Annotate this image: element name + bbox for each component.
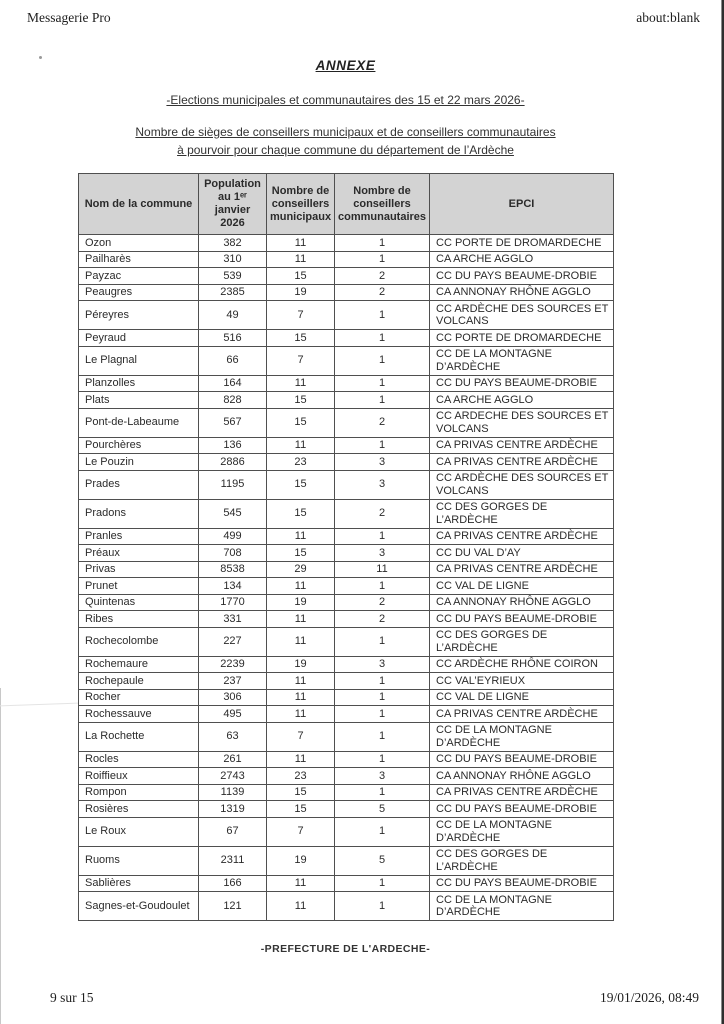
population-cell: 828 bbox=[199, 392, 267, 409]
communautaires-cell: 2 bbox=[335, 284, 430, 301]
table-row bbox=[79, 284, 614, 301]
commune-cell: La Rochette bbox=[79, 722, 199, 751]
commune-cell: Rochecolombe bbox=[79, 627, 199, 656]
population-cell: 166 bbox=[199, 875, 267, 892]
communautaires-cell: 3 bbox=[335, 768, 430, 785]
population-cell: 516 bbox=[199, 330, 267, 347]
col-header-population bbox=[199, 174, 267, 235]
epci-cell: CC DES GORGES DE L’ARDÈCHE bbox=[430, 627, 614, 656]
municipaux-cell: 11 bbox=[267, 875, 335, 892]
epci-cell: CA ARCHE AGGLO bbox=[430, 251, 614, 268]
population-cell: 134 bbox=[199, 578, 267, 595]
commune-cell: Sagnes-et-Goudoulet bbox=[79, 892, 199, 921]
population-cell: 2743 bbox=[199, 768, 267, 785]
municipaux-cell: 11 bbox=[267, 375, 335, 392]
subtitle-sieges bbox=[78, 123, 613, 159]
epci-cell: CC DES GORGES DE L’ARDÈCHE bbox=[430, 846, 614, 875]
municipaux-cell: 15 bbox=[267, 801, 335, 818]
population-cell: 306 bbox=[199, 689, 267, 706]
population-cell: 495 bbox=[199, 706, 267, 723]
population-cell: 1319 bbox=[199, 801, 267, 818]
table-row bbox=[79, 470, 614, 499]
table-row bbox=[79, 545, 614, 562]
epci-cell: CC ARDÈCHE DES SOURCES ET VOLCANS bbox=[430, 470, 614, 499]
commune-cell: Pont-de-Labeaume bbox=[79, 408, 199, 437]
table-row bbox=[79, 875, 614, 892]
communautaires-cell: 1 bbox=[335, 578, 430, 595]
municipaux-cell: 15 bbox=[267, 268, 335, 285]
epci-cell: CC VAL DE LIGNE bbox=[430, 578, 614, 595]
epci-cell: CC DU PAYS BEAUME-DROBIE bbox=[430, 751, 614, 768]
browser-print-header bbox=[0, 10, 724, 26]
epci-cell: CA PRIVAS CENTRE ARDÈCHE bbox=[430, 784, 614, 801]
scan-crease-line bbox=[0, 703, 78, 707]
communautaires-cell: 3 bbox=[335, 470, 430, 499]
commune-cell: Pourchères bbox=[79, 437, 199, 454]
col-header-commune: Nom de la commune bbox=[79, 174, 199, 235]
municipaux-cell: 11 bbox=[267, 706, 335, 723]
communautaires-cell: 1 bbox=[335, 751, 430, 768]
epci-cell: CA PRIVAS CENTRE ARDÈCHE bbox=[430, 706, 614, 723]
epci-cell: CA ANNONAY RHÔNE AGGLO bbox=[430, 768, 614, 785]
population-cell: 66 bbox=[199, 346, 267, 375]
commune-cell: Rocher bbox=[79, 689, 199, 706]
municipaux-cell: 11 bbox=[267, 611, 335, 628]
population-cell: 310 bbox=[199, 251, 267, 268]
municipaux-cell: 11 bbox=[267, 235, 335, 252]
communautaires-cell: 5 bbox=[335, 801, 430, 818]
subtitle-elections-text: -Elections municipales et communautaires des 15 et 22 mars 2026- bbox=[166, 93, 525, 107]
epci-cell: CA ANNONAY RHÔNE AGGLO bbox=[430, 594, 614, 611]
epci-cell: CC DE LA MONTAGNE D’ARDÈCHE bbox=[430, 817, 614, 846]
table-row bbox=[79, 722, 614, 751]
scan-edge-left bbox=[0, 688, 1, 1024]
commune-cell: Prunet bbox=[79, 578, 199, 595]
municipaux-cell: 19 bbox=[267, 284, 335, 301]
municipaux-cell: 11 bbox=[267, 689, 335, 706]
col-header-municipaux: Nombre de conseillers municipaux bbox=[267, 174, 335, 235]
table-row bbox=[79, 561, 614, 578]
commune-cell: Privas bbox=[79, 561, 199, 578]
communautaires-cell: 3 bbox=[335, 454, 430, 471]
table-header-row bbox=[79, 174, 614, 235]
commune-cell: Rochepaule bbox=[79, 673, 199, 690]
municipaux-cell: 11 bbox=[267, 251, 335, 268]
table-row bbox=[79, 375, 614, 392]
communautaires-cell: 1 bbox=[335, 722, 430, 751]
epci-cell: CA PRIVAS CENTRE ARDÈCHE bbox=[430, 528, 614, 545]
subtitle-sieges-line2: à pourvoir pour chaque commune du département de l’Ardèche bbox=[177, 143, 514, 157]
municipaux-cell: 15 bbox=[267, 330, 335, 347]
municipaux-cell: 23 bbox=[267, 454, 335, 471]
table-row bbox=[79, 751, 614, 768]
municipaux-cell: 11 bbox=[267, 578, 335, 595]
commune-cell: Rochessauve bbox=[79, 706, 199, 723]
municipaux-cell: 11 bbox=[267, 528, 335, 545]
communautaires-cell: 1 bbox=[335, 346, 430, 375]
epci-cell: CA PRIVAS CENTRE ARDÈCHE bbox=[430, 454, 614, 471]
table-row bbox=[79, 392, 614, 409]
table-row bbox=[79, 784, 614, 801]
print-timestamp: 19/01/2026, 08:49 bbox=[599, 990, 699, 1005]
table-row bbox=[79, 594, 614, 611]
communautaires-cell: 1 bbox=[335, 392, 430, 409]
table-row bbox=[79, 268, 614, 285]
col-header-population-line3: 2026 bbox=[220, 217, 245, 229]
communautaires-cell: 1 bbox=[335, 437, 430, 454]
commune-cell: Prades bbox=[79, 470, 199, 499]
population-cell: 567 bbox=[199, 408, 267, 437]
population-cell: 121 bbox=[199, 892, 267, 921]
municipaux-cell: 15 bbox=[267, 499, 335, 528]
table-row bbox=[79, 235, 614, 252]
epci-cell: CC VAL’EYRIEUX bbox=[430, 673, 614, 690]
commune-cell: Plats bbox=[79, 392, 199, 409]
epci-cell: CC DU PAYS BEAUME-DROBIE bbox=[430, 268, 614, 285]
commune-cell: Rochemaure bbox=[79, 656, 199, 673]
population-cell: 708 bbox=[199, 545, 267, 562]
table-row bbox=[79, 251, 614, 268]
population-cell: 545 bbox=[199, 499, 267, 528]
col-header-population-line2: au 1ᵉʳ janvier bbox=[214, 191, 251, 216]
municipaux-cell: 19 bbox=[267, 656, 335, 673]
epci-cell: CC ARDÈCHE RHÔNE COIRON bbox=[430, 656, 614, 673]
commune-cell: Péreyres bbox=[79, 301, 199, 330]
commune-cell: Ruoms bbox=[79, 846, 199, 875]
subtitle-sieges-line1: Nombre de sièges de conseillers municipaux et de conseillers communautaires bbox=[135, 125, 556, 139]
epci-cell: CC DU PAYS BEAUME-DROBIE bbox=[430, 875, 614, 892]
table-row bbox=[79, 301, 614, 330]
communautaires-cell: 1 bbox=[335, 689, 430, 706]
epci-cell: CC ARDÈCHE DES SOURCES ET VOLCANS bbox=[430, 301, 614, 330]
col-header-population-line1: Population bbox=[204, 178, 261, 190]
table-row bbox=[79, 817, 614, 846]
epci-cell: CC DES GORGES DE L’ARDÈCHE bbox=[430, 499, 614, 528]
population-cell: 539 bbox=[199, 268, 267, 285]
table-row bbox=[79, 611, 614, 628]
communautaires-cell: 1 bbox=[335, 235, 430, 252]
table-row bbox=[79, 801, 614, 818]
municipaux-cell: 7 bbox=[267, 301, 335, 330]
table-row bbox=[79, 706, 614, 723]
communautaires-cell: 5 bbox=[335, 846, 430, 875]
municipaux-cell: 11 bbox=[267, 673, 335, 690]
communautaires-cell: 2 bbox=[335, 499, 430, 528]
document-page bbox=[78, 58, 613, 955]
population-cell: 8538 bbox=[199, 561, 267, 578]
municipaux-cell: 15 bbox=[267, 784, 335, 801]
table-row bbox=[79, 846, 614, 875]
population-cell: 63 bbox=[199, 722, 267, 751]
communautaires-cell: 3 bbox=[335, 656, 430, 673]
table-row bbox=[79, 408, 614, 437]
table-row bbox=[79, 454, 614, 471]
commune-cell: Ozon bbox=[79, 235, 199, 252]
table-row bbox=[79, 627, 614, 656]
municipaux-cell: 15 bbox=[267, 545, 335, 562]
prefecture-note: -PREFECTURE DE L'ARDECHE- bbox=[260, 943, 431, 955]
population-cell: 382 bbox=[199, 235, 267, 252]
epci-cell: CC PORTE DE DROMARDECHE bbox=[430, 330, 614, 347]
epci-cell: CC PORTE DE DROMARDECHE bbox=[430, 235, 614, 252]
table-row bbox=[79, 578, 614, 595]
population-cell: 49 bbox=[199, 301, 267, 330]
commune-cell: Ribes bbox=[79, 611, 199, 628]
epci-cell: CC DU VAL D’AY bbox=[430, 545, 614, 562]
municipaux-cell: 23 bbox=[267, 768, 335, 785]
table-row bbox=[79, 499, 614, 528]
communautaires-cell: 1 bbox=[335, 784, 430, 801]
table-row bbox=[79, 437, 614, 454]
subtitle-elections bbox=[78, 91, 613, 109]
municipaux-cell: 11 bbox=[267, 751, 335, 768]
commune-cell: Rompon bbox=[79, 784, 199, 801]
epci-cell: CC ARDECHE DES SOURCES ET VOLCANS bbox=[430, 408, 614, 437]
municipaux-cell: 15 bbox=[267, 470, 335, 499]
population-cell: 67 bbox=[199, 817, 267, 846]
population-cell: 261 bbox=[199, 751, 267, 768]
municipaux-cell: 19 bbox=[267, 846, 335, 875]
communautaires-cell: 3 bbox=[335, 545, 430, 562]
epci-cell: CC DU PAYS BEAUME-DROBIE bbox=[430, 375, 614, 392]
municipaux-cell: 15 bbox=[267, 408, 335, 437]
commune-cell: Pranles bbox=[79, 528, 199, 545]
epci-cell: CA PRIVAS CENTRE ARDÈCHE bbox=[430, 437, 614, 454]
table-row bbox=[79, 892, 614, 921]
population-cell: 331 bbox=[199, 611, 267, 628]
population-cell: 136 bbox=[199, 437, 267, 454]
municipaux-cell: 11 bbox=[267, 892, 335, 921]
commune-cell: Peaugres bbox=[79, 284, 199, 301]
commune-cell: Pailharès bbox=[79, 251, 199, 268]
municipaux-cell: 11 bbox=[267, 437, 335, 454]
communautaires-cell: 1 bbox=[335, 251, 430, 268]
population-cell: 227 bbox=[199, 627, 267, 656]
municipaux-cell: 7 bbox=[267, 346, 335, 375]
epci-cell: CC DE LA MONTAGNE D’ARDÈCHE bbox=[430, 722, 614, 751]
commune-cell: Le Plagnal bbox=[79, 346, 199, 375]
commune-cell: Quintenas bbox=[79, 594, 199, 611]
communautaires-cell: 1 bbox=[335, 330, 430, 347]
communautaires-cell: 2 bbox=[335, 594, 430, 611]
municipaux-cell: 19 bbox=[267, 594, 335, 611]
browser-print-footer bbox=[0, 990, 724, 1006]
doc-title: ANNEXE bbox=[315, 58, 376, 73]
epci-cell: CC DU PAYS BEAUME-DROBIE bbox=[430, 611, 614, 628]
commune-cell: Pradons bbox=[79, 499, 199, 528]
table-row bbox=[79, 689, 614, 706]
epci-cell: CC DU PAYS BEAUME-DROBIE bbox=[430, 801, 614, 818]
epci-cell: CA ANNONAY RHÔNE AGGLO bbox=[430, 284, 614, 301]
communautaires-cell: 1 bbox=[335, 817, 430, 846]
communautaires-cell: 1 bbox=[335, 528, 430, 545]
population-cell: 499 bbox=[199, 528, 267, 545]
communautaires-cell: 2 bbox=[335, 408, 430, 437]
communautaires-cell: 1 bbox=[335, 673, 430, 690]
table-row bbox=[79, 528, 614, 545]
population-cell: 164 bbox=[199, 375, 267, 392]
page-number: 9 sur 15 bbox=[50, 990, 94, 1005]
commune-cell: Préaux bbox=[79, 545, 199, 562]
population-cell: 2239 bbox=[199, 656, 267, 673]
table-row bbox=[79, 656, 614, 673]
commune-cell: Le Pouzin bbox=[79, 454, 199, 471]
commune-cell: Le Roux bbox=[79, 817, 199, 846]
epci-cell: CA ARCHE AGGLO bbox=[430, 392, 614, 409]
communautaires-cell: 1 bbox=[335, 875, 430, 892]
communautaires-cell: 1 bbox=[335, 375, 430, 392]
communautaires-cell: 1 bbox=[335, 892, 430, 921]
table-row bbox=[79, 673, 614, 690]
communautaires-cell: 1 bbox=[335, 627, 430, 656]
communes-table bbox=[78, 173, 614, 921]
municipaux-cell: 29 bbox=[267, 561, 335, 578]
municipaux-cell: 11 bbox=[267, 627, 335, 656]
epci-cell: CC DE LA MONTAGNE D’ARDÈCHE bbox=[430, 892, 614, 921]
commune-cell: Rosières bbox=[79, 801, 199, 818]
population-cell: 1195 bbox=[199, 470, 267, 499]
table-row bbox=[79, 346, 614, 375]
communautaires-cell: 1 bbox=[335, 706, 430, 723]
population-cell: 2311 bbox=[199, 846, 267, 875]
commune-cell: Sablières bbox=[79, 875, 199, 892]
epci-cell: CA PRIVAS CENTRE ARDÈCHE bbox=[430, 561, 614, 578]
communes-table-body bbox=[79, 235, 614, 921]
commune-cell: Roiffieux bbox=[79, 768, 199, 785]
communautaires-cell: 2 bbox=[335, 268, 430, 285]
municipaux-cell: 7 bbox=[267, 817, 335, 846]
municipaux-cell: 15 bbox=[267, 392, 335, 409]
commune-cell: Planzolles bbox=[79, 375, 199, 392]
population-cell: 2886 bbox=[199, 454, 267, 471]
commune-cell: Peyraud bbox=[79, 330, 199, 347]
table-row bbox=[79, 330, 614, 347]
table-row bbox=[79, 768, 614, 785]
epci-cell: CC DE LA MONTAGNE D’ARDÈCHE bbox=[430, 346, 614, 375]
communautaires-cell: 1 bbox=[335, 301, 430, 330]
communautaires-cell: 2 bbox=[335, 611, 430, 628]
page-url: about:blank bbox=[636, 10, 700, 25]
col-header-communautaires: Nombre de conseillers communautaires bbox=[335, 174, 430, 235]
population-cell: 1139 bbox=[199, 784, 267, 801]
scan-artifact-dot bbox=[39, 56, 42, 59]
municipaux-cell: 7 bbox=[267, 722, 335, 751]
commune-cell: Rocles bbox=[79, 751, 199, 768]
population-cell: 237 bbox=[199, 673, 267, 690]
commune-cell: Payzac bbox=[79, 268, 199, 285]
epci-cell: CC VAL DE LIGNE bbox=[430, 689, 614, 706]
population-cell: 1770 bbox=[199, 594, 267, 611]
app-title: Messagerie Pro bbox=[27, 10, 111, 25]
col-header-epci: EPCI bbox=[430, 174, 614, 235]
communautaires-cell: 11 bbox=[335, 561, 430, 578]
population-cell: 2385 bbox=[199, 284, 267, 301]
